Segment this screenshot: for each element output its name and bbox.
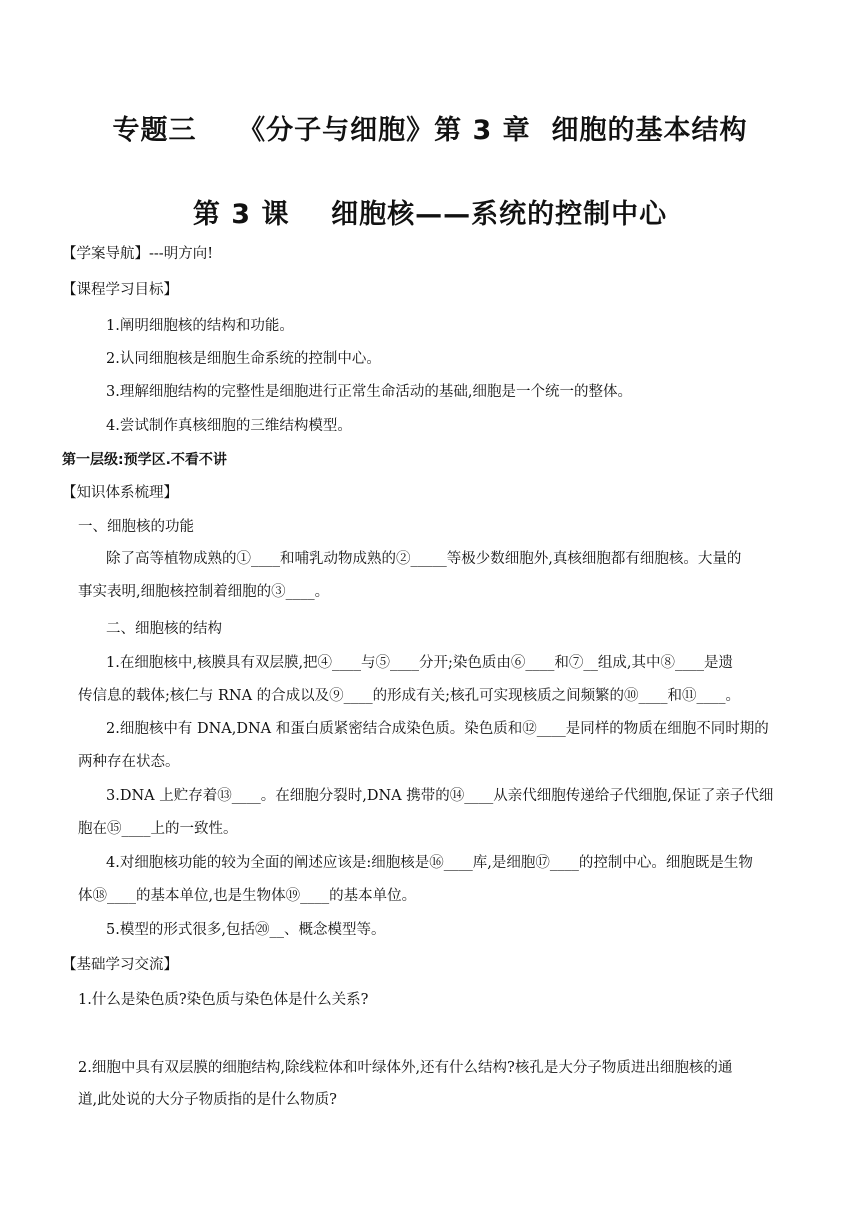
topic-title: 专题三 《分子与细胞》第 3 章 细胞的基本结构 (112, 115, 748, 146)
question-item: 2.细胞中具有双层膜的细胞结构,除线粒体和叶绿体外,还有什么结构?核孔是大分子物质进出细胞核的通 (78, 1060, 733, 1076)
basic-exchange-label: 【基础学习交流】 (62, 957, 178, 973)
paragraph-line: 4.对细胞核功能的较为全面的阐述应该是:细胞核是⑯____库,是细胞⑰____的控制中心。细胞既是生物 (106, 855, 753, 871)
knowledge-system-label: 【知识体系梳理】 (62, 485, 178, 501)
section-title: 二、细胞核的结构 (106, 621, 222, 637)
question-item: 1.什么是染色质?染色质与染色体是什么关系? (78, 992, 369, 1008)
level1-heading: 第一层级:预学区.不看不讲 (62, 452, 227, 468)
guide-nav-label: 【学案导航】---明方向! (62, 246, 214, 262)
goal-item: 4.尝试制作真核细胞的三维结构模型。 (106, 418, 352, 434)
paragraph-line: 两种存在状态。 (78, 754, 180, 770)
goal-item: 1.阐明细胞核的结构和功能。 (106, 318, 294, 334)
paragraph-line: 事实表明,细胞核控制着细胞的③____。 (78, 584, 330, 600)
section-title: 一、细胞核的功能 (78, 519, 194, 535)
paragraph-line: 5.模型的形式很多,包括⑳__、概念模型等。 (106, 922, 386, 938)
paragraph-line: 体⑱____的基本单位,也是生物体⑲____的基本单位。 (78, 888, 417, 904)
goal-item: 3.理解细胞结构的完整性是细胞进行正常生命活动的基础,细胞是一个统一的整体。 (106, 384, 632, 400)
paragraph-line: 胞在⑮____上的一致性。 (78, 821, 238, 837)
goal-item: 2.认同细胞核是细胞生命系统的控制中心。 (106, 351, 381, 367)
lesson-title: 第 3 课 细胞核——系统的控制中心 (192, 199, 668, 230)
paragraph-line: 1.在细胞核中,核膜具有双层膜,把④____与⑤____分开;染色质由⑥____和⑦__组成,其中⑧____是遗 (106, 655, 734, 671)
paragraph-line: 2.细胞核中有 DNA,DNA 和蛋白质紧密结合成染色质。染色质和⑫____是同样的物质在细胞不同时期的 (106, 721, 769, 737)
question-item: 道,此处说的大分子物质指的是什么物质? (78, 1092, 337, 1108)
paragraph-line: 3.DNA 上贮存着⑬____。在细胞分裂时,DNA 携带的⑭____从亲代细胞传递给子代细胞,保证了亲子代细 (106, 788, 774, 804)
course-goals-label: 【课程学习目标】 (62, 282, 178, 298)
paragraph-line: 除了高等植物成熟的①____和哺乳动物成熟的②_____等极少数细胞外,真核细胞都有细胞核。大量的 (106, 551, 742, 567)
paragraph-line: 传信息的载体;核仁与 RNA 的合成以及⑨____的形成有关;核孔可实现核质之间频繁的⑩____和⑪____。 (78, 688, 741, 704)
